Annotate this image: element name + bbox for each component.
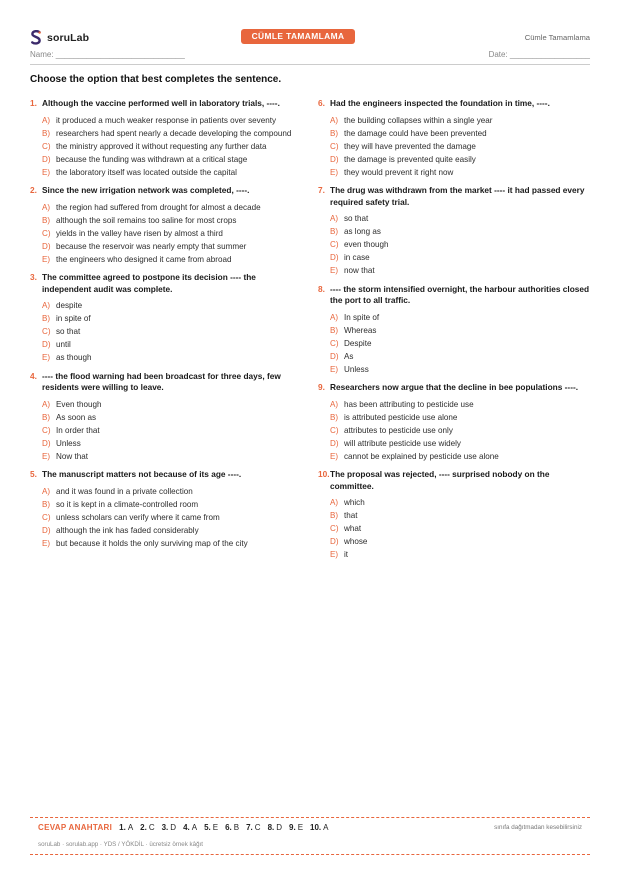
question-column-right: [318, 98, 593, 568]
option-b: [42, 314, 305, 325]
option-list: [30, 116, 305, 179]
option-letter: E): [330, 167, 339, 177]
question-column-left: [30, 98, 305, 556]
option-text: in case: [344, 253, 370, 262]
option-letter: E): [330, 550, 339, 559]
question-8: [318, 284, 593, 376]
option-e: [330, 550, 593, 561]
option-letter: E): [330, 266, 339, 275]
question-text: Since the new irrigation network was completed, ----.: [42, 185, 250, 195]
option-b: [330, 413, 593, 424]
option-text: so it is kept in a climate-controlled room: [56, 499, 199, 509]
option-letter: B): [330, 412, 339, 422]
answer-key-item: [183, 823, 197, 832]
answer-key: [38, 823, 336, 832]
answer-key-answer: B: [233, 823, 240, 832]
option-letter: E): [42, 254, 51, 264]
option-a: [330, 400, 593, 411]
option-c: [330, 142, 593, 153]
option-list: [318, 400, 593, 463]
option-c: [42, 426, 305, 437]
question-number: 6.: [318, 98, 325, 108]
option-text: so that: [344, 214, 369, 223]
option-a: [330, 313, 593, 324]
option-letter: B): [42, 215, 51, 225]
option-letter: A): [330, 115, 339, 125]
cut-note: sınıfa dağıtmadan kesebilirsiniz: [494, 824, 582, 831]
option-text: the region had suffered from drought for almost a decade: [56, 202, 261, 212]
option-letter: D): [42, 438, 51, 448]
question-text: ---- the flood warning had been broadcast for three days, few residents were willing to leave.: [42, 370, 281, 392]
option-letter: A): [42, 301, 51, 310]
header-divider: [30, 64, 590, 65]
option-letter: C): [330, 425, 339, 435]
question-number: 1.: [30, 98, 37, 108]
option-text: what: [344, 524, 362, 533]
date-field: Date: __________________: [488, 50, 590, 59]
option-text: as long as: [344, 227, 381, 236]
option-text: Despite: [344, 338, 372, 348]
question-5: [30, 469, 305, 549]
option-e: [330, 365, 593, 376]
option-letter: D): [42, 241, 51, 251]
option-letter: B): [42, 128, 51, 138]
option-text: despite: [56, 301, 83, 310]
option-text: Unless: [56, 438, 81, 448]
answer-key-item: [289, 823, 303, 832]
answer-key-number: 1.: [119, 823, 126, 832]
option-d: [330, 352, 593, 363]
option-text: the engineers who designed it came from abroad: [56, 254, 232, 264]
answer-key-number: 5.: [204, 823, 211, 832]
question-stem: [30, 272, 305, 295]
option-letter: C): [330, 524, 339, 533]
option-letter: A): [42, 202, 51, 212]
option-text: the damage could have been prevented: [344, 128, 487, 138]
option-letter: E): [42, 167, 51, 177]
option-text: although the ink has faded considerably: [56, 525, 199, 535]
question-3: [30, 272, 305, 364]
option-letter: B): [330, 227, 339, 236]
option-text: so that: [56, 327, 81, 336]
option-letter: E): [42, 538, 51, 548]
brand-name: soruLab: [47, 31, 90, 44]
answer-key-item: [310, 823, 328, 832]
option-letter: C): [42, 228, 51, 238]
footer-note: soruLab · sorulab.app · YDS / YÖKDİL · ücretsiz örnek kâğıt: [38, 841, 203, 848]
option-letter: B): [330, 325, 339, 335]
option-text: As: [344, 351, 354, 361]
option-letter: E): [42, 451, 51, 461]
question-number: 5.: [30, 469, 37, 479]
option-letter: A): [330, 312, 339, 322]
question-text: The committee agreed to postpone its decision ---- the independent audit was complete.: [42, 272, 256, 294]
option-text: because the reservoir was nearly empty that summer: [56, 241, 247, 251]
option-text: which: [344, 498, 365, 507]
option-c: [42, 142, 305, 153]
option-letter: C): [42, 512, 51, 522]
option-d: [42, 439, 305, 450]
answer-key-number: 2.: [140, 823, 147, 832]
question-stem: [30, 469, 305, 481]
option-text: but because it holds the only surviving map of the city: [56, 538, 248, 548]
question-text: Although the vaccine performed well in laboratory trials, ----.: [42, 98, 280, 108]
option-letter: C): [330, 141, 339, 151]
option-letter: C): [42, 327, 51, 336]
section-title: Cümle Tamamlama: [524, 33, 590, 42]
option-letter: C): [330, 240, 339, 249]
option-letter: E): [42, 353, 51, 362]
option-letter: D): [330, 438, 339, 448]
option-text: in spite of: [56, 314, 91, 323]
option-text: now that: [344, 266, 375, 275]
answer-key-answer: C: [148, 823, 155, 832]
answer-key-answer: A: [323, 823, 329, 832]
answer-key-answer: E: [212, 823, 219, 832]
option-list: [318, 498, 593, 561]
option-b: [42, 500, 305, 511]
question-text: The manuscript matters not because of its age ----.: [42, 469, 242, 479]
option-text: it: [344, 550, 349, 559]
answer-key-answer: C: [254, 823, 261, 832]
option-text: it produced a much weaker response in patients over seventy: [56, 115, 277, 125]
question-10: [318, 469, 593, 561]
option-text: Even though: [56, 399, 102, 409]
option-b: [330, 129, 593, 140]
question-text: The proposal was rejected, ---- surprised nobody on the committee.: [330, 469, 550, 491]
question-7: [318, 185, 593, 277]
answer-key-item: [268, 823, 282, 832]
option-letter: A): [42, 399, 51, 409]
option-e: [330, 266, 593, 277]
question-4: [30, 371, 305, 463]
option-d: [42, 340, 305, 351]
option-text: researchers had spent nearly a decade developing the compound: [56, 128, 292, 138]
option-text: they would prevent it right now: [344, 167, 454, 177]
question-stem: [30, 98, 305, 110]
answer-key-number: 8.: [267, 823, 275, 832]
option-b: [42, 413, 305, 424]
option-list: [30, 301, 305, 364]
answer-key-item: [162, 823, 176, 832]
option-text: Unless: [344, 364, 369, 374]
answer-key-number: 4.: [183, 823, 190, 832]
option-letter: A): [42, 486, 51, 496]
instructions: Choose the option that best completes the sentence.: [30, 74, 282, 85]
option-text: is attributed pesticide use alone: [344, 412, 458, 422]
option-text: although the soil remains too saline for most crops: [56, 215, 237, 225]
option-e: [42, 539, 305, 550]
option-a: [42, 400, 305, 411]
option-letter: E): [330, 364, 339, 374]
answer-key-answer: D: [276, 823, 283, 832]
question-stem: [30, 185, 305, 197]
answer-key-strip: [30, 817, 590, 855]
answer-key-title: CEVAP ANAHTARI: [38, 823, 113, 832]
option-e: [42, 168, 305, 179]
question-number: 10.: [318, 469, 330, 479]
option-text: has been attributing to pesticide use: [344, 399, 474, 409]
option-letter: C): [42, 141, 51, 151]
option-b: [42, 129, 305, 140]
option-text: that: [344, 511, 358, 520]
answer-key-item: [246, 823, 260, 832]
answer-key-number: 7.: [246, 823, 253, 832]
option-list: [318, 313, 593, 376]
option-text: As soon as: [56, 412, 97, 422]
answer-key-number: 6.: [225, 823, 232, 832]
option-letter: E): [330, 451, 339, 461]
question-number: 4.: [30, 370, 37, 381]
question-number: 9.: [318, 382, 325, 392]
question-text: The drug was withdrawn from the market ---- it had passed every required safety trial.: [330, 185, 585, 207]
option-text: the laboratory itself was located outside the capital: [56, 167, 237, 177]
option-d: [42, 155, 305, 166]
option-text: yields in the valley have risen by almost a third: [56, 228, 223, 238]
answer-key-item: [140, 823, 154, 832]
question-number: 2.: [30, 185, 37, 195]
question-6: [318, 98, 593, 178]
question-text: Had the engineers inspected the foundation in time, ----.: [330, 98, 550, 108]
option-a: [42, 116, 305, 127]
option-text: until: [56, 340, 71, 349]
option-text: In spite of: [344, 312, 380, 322]
option-c: [330, 426, 593, 437]
option-b: [330, 227, 593, 238]
option-c: [330, 339, 593, 350]
option-e: [42, 452, 305, 463]
option-c: [42, 229, 305, 240]
question-9: [318, 382, 593, 462]
option-a: [330, 214, 593, 225]
option-c: [330, 240, 593, 251]
option-text: will attribute pesticide use widely: [344, 438, 461, 448]
option-letter: D): [42, 525, 51, 535]
question-stem: [318, 382, 593, 394]
answer-key-item: [119, 823, 133, 832]
option-letter: A): [330, 214, 339, 223]
answer-key-number: 10.: [310, 823, 322, 832]
option-letter: C): [42, 425, 51, 435]
option-d: [42, 242, 305, 253]
option-list: [318, 116, 593, 179]
option-text: the damage is prevented quite easily: [344, 154, 476, 164]
option-letter: A): [42, 115, 51, 125]
question-number: 8.: [318, 283, 325, 294]
option-letter: B): [42, 412, 51, 422]
option-d: [330, 439, 593, 450]
option-e: [42, 353, 305, 364]
name-field: Name: _____________________________: [30, 50, 185, 59]
option-letter: B): [330, 511, 339, 520]
option-letter: D): [330, 253, 339, 262]
option-text: even though: [344, 240, 389, 249]
option-text: In order that: [56, 425, 100, 435]
section-pill: CÜMLE TAMAMLAMA: [241, 29, 355, 44]
question-1: [30, 98, 305, 178]
option-text: Whereas: [344, 325, 377, 335]
option-a: [330, 116, 593, 127]
option-text: attributes to pesticide use only: [344, 425, 453, 435]
option-a: [330, 498, 593, 509]
question-stem: [318, 98, 593, 110]
question-stem: [318, 284, 593, 307]
question-number: 7.: [318, 185, 325, 195]
answer-key-number: 9.: [289, 823, 296, 832]
answer-key-answer: D: [170, 823, 177, 832]
question-text: ---- the storm intensified overnight, the harbour authorities closed the port to all traffic.: [330, 283, 590, 305]
option-letter: C): [330, 338, 339, 348]
question-stem: [318, 185, 593, 208]
option-letter: B): [330, 128, 339, 138]
option-e: [330, 452, 593, 463]
option-text: the ministry approved it without requesting any further data: [56, 141, 267, 151]
option-a: [42, 203, 305, 214]
option-c: [42, 513, 305, 524]
option-d: [42, 526, 305, 537]
option-list: [30, 400, 305, 463]
option-list: [318, 214, 593, 277]
question-stem: [30, 371, 305, 394]
option-text: Now that: [56, 451, 88, 461]
answer-key-number: 3.: [161, 823, 169, 832]
option-d: [330, 155, 593, 166]
option-letter: D): [330, 537, 339, 546]
option-letter: B): [42, 314, 51, 323]
option-d: [330, 537, 593, 548]
option-letter: A): [330, 399, 339, 409]
answer-key-answer: A: [127, 823, 134, 832]
option-e: [42, 255, 305, 266]
option-text: the building collapses within a single year: [344, 115, 493, 125]
option-list: [30, 203, 305, 266]
option-a: [42, 301, 305, 312]
option-letter: A): [330, 498, 339, 507]
option-letter: D): [330, 154, 339, 164]
option-list: [30, 487, 305, 550]
option-b: [330, 511, 593, 522]
option-b: [330, 326, 593, 337]
option-d: [330, 253, 593, 264]
answer-key-item: [204, 823, 218, 832]
answer-key-item: [225, 823, 239, 832]
option-text: cannot be explained by pesticide use alone: [344, 451, 499, 461]
question-2: [30, 185, 305, 265]
question-stem: [318, 469, 593, 492]
option-text: unless scholars can verify where it came from: [56, 512, 220, 522]
option-letter: D): [42, 340, 51, 349]
option-text: and it was found in a private collection: [56, 486, 193, 496]
sorulab-logo-icon: [30, 30, 42, 45]
option-text: they will have prevented the damage: [344, 141, 476, 151]
option-letter: D): [330, 351, 339, 361]
option-a: [42, 487, 305, 498]
question-number: 3.: [30, 272, 37, 282]
option-text: as though: [56, 353, 92, 362]
option-c: [42, 327, 305, 338]
option-c: [330, 524, 593, 535]
question-text: Researchers now argue that the decline in bee populations ----.: [330, 382, 579, 392]
answer-key-answer: A: [191, 823, 198, 832]
answer-key-answer: E: [297, 823, 304, 832]
option-text: whose: [344, 537, 368, 546]
option-e: [330, 168, 593, 179]
option-letter: B): [42, 499, 51, 509]
brand-logo: [30, 30, 89, 45]
option-b: [42, 216, 305, 227]
option-letter: D): [42, 154, 51, 164]
option-text: because the funding was withdrawn at a critical stage: [56, 154, 248, 164]
